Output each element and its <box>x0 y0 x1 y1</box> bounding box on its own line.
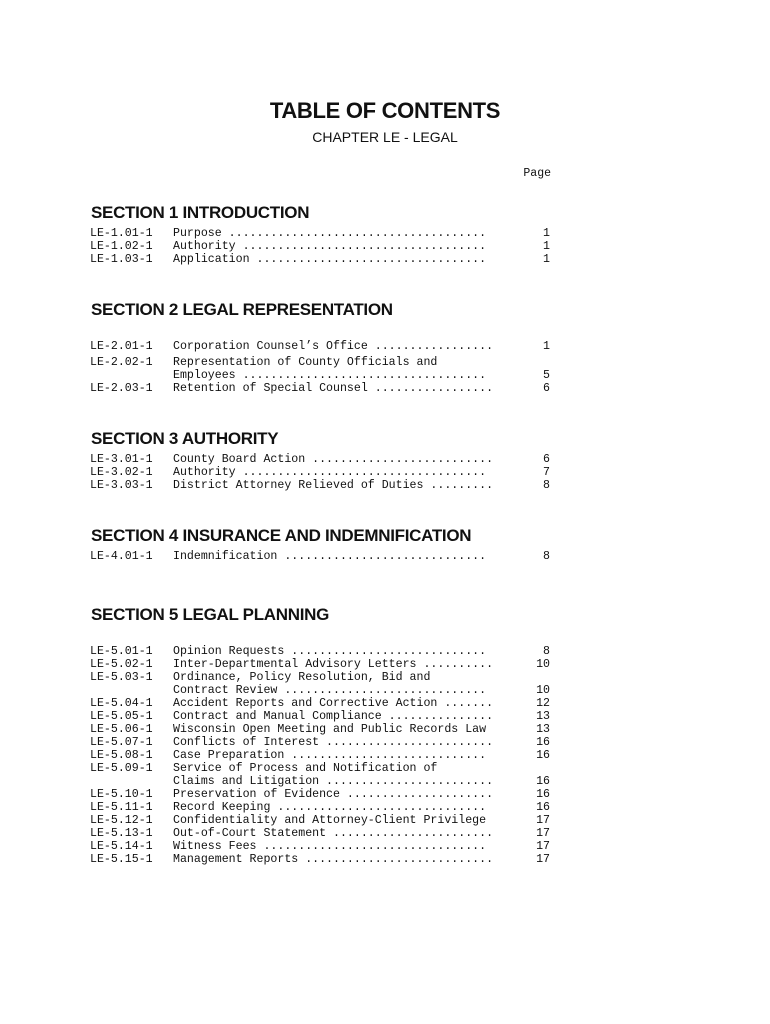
toc-entry <box>90 253 550 266</box>
entry-title: Preservation of Evidence ..................... <box>173 788 494 801</box>
toc-entry <box>90 658 550 671</box>
entry-title: Inter-Departmental Advisory Letters .......... <box>173 658 494 671</box>
toc-entry <box>90 466 550 479</box>
entry-code: LE-1.03-1 <box>90 253 153 266</box>
toc-entry <box>90 340 550 353</box>
entry-page-number: 16 <box>536 775 550 788</box>
entry-page-number: 16 <box>536 749 550 762</box>
entry-title: Service of Process and Notification of <box>173 762 438 775</box>
section-entries <box>90 227 550 266</box>
entry-title: District Attorney Relieved of Duties ......... <box>173 479 494 492</box>
entry-code: LE-5.13-1 <box>90 827 153 840</box>
entry-page-number: 5 <box>543 369 550 382</box>
entry-page-number: 17 <box>536 827 550 840</box>
entry-title: Employees ................................... <box>173 369 487 382</box>
entry-code: LE-1.02-1 <box>90 240 153 253</box>
chapter-subtitle: CHAPTER LE - LEGAL <box>312 129 458 145</box>
toc-entry <box>90 736 550 749</box>
section-heading: SECTION 2 LEGAL REPRESENTATION <box>91 300 393 319</box>
entry-title: Contract and Manual Compliance ............... <box>173 710 494 723</box>
entry-title: Representation of County Officials and <box>173 356 438 369</box>
section-entries <box>90 550 550 563</box>
entry-page-number: 1 <box>543 340 550 353</box>
entry-page-number: 16 <box>536 801 550 814</box>
toc-entry <box>90 697 550 710</box>
toc-entry <box>90 723 550 736</box>
entry-title: Witness Fees ................................ <box>173 840 487 853</box>
toc-entry <box>90 749 550 762</box>
entry-page-number: 13 <box>536 710 550 723</box>
section-heading: SECTION 5 LEGAL PLANNING <box>91 605 330 624</box>
section-heading: SECTION 4 INSURANCE AND INDEMNIFICATION <box>91 526 472 545</box>
toc-entry <box>90 240 550 253</box>
entry-title: Confidentiality and Attorney-Client Privilege <box>173 814 487 827</box>
section-heading: SECTION 1 INTRODUCTION <box>91 203 310 222</box>
entry-code: LE-3.01-1 <box>90 453 153 466</box>
entry-page-number: 6 <box>543 382 550 395</box>
entry-code: LE-5.14-1 <box>90 840 153 853</box>
entry-page-number: 6 <box>543 453 550 466</box>
toc-entry <box>90 814 550 827</box>
entry-code: LE-5.08-1 <box>90 749 153 762</box>
page-title: TABLE OF CONTENTS <box>269 98 501 123</box>
entry-code: LE-3.03-1 <box>90 479 153 492</box>
entry-code: LE-2.01-1 <box>90 340 153 353</box>
entry-code: LE-5.09-1 <box>90 762 153 775</box>
toc-entry <box>90 645 550 658</box>
entry-code: LE-5.05-1 <box>90 710 153 723</box>
entry-code: LE-5.10-1 <box>90 788 153 801</box>
toc-entry <box>90 356 550 369</box>
entry-title: Opinion Requests ............................ <box>173 645 487 658</box>
entry-title: Ordinance, Policy Resolution, Bid and <box>173 671 431 684</box>
toc-entry <box>90 827 550 840</box>
entry-page-number: 1 <box>543 253 550 266</box>
toc-entry <box>90 479 550 492</box>
entry-code: LE-2.02-1 <box>90 356 153 369</box>
entry-code: LE-5.11-1 <box>90 801 153 814</box>
entry-title: Management Reports ........................... <box>173 853 494 866</box>
entry-page-number: 17 <box>536 853 550 866</box>
entry-title: Authority ................................... <box>173 466 487 479</box>
section-entries <box>90 453 550 492</box>
toc-entry <box>90 840 550 853</box>
entry-title: Corporation Counsel’s Office ................. <box>173 340 494 353</box>
toc-entry <box>90 453 550 466</box>
entry-page-number: 13 <box>536 723 550 736</box>
section-heading: SECTION 3 AUTHORITY <box>91 429 279 448</box>
entry-code: LE-5.04-1 <box>90 697 153 710</box>
entry-code: LE-5.15-1 <box>90 853 153 866</box>
entry-page-number: 16 <box>536 788 550 801</box>
entry-code: LE-1.01-1 <box>90 227 153 240</box>
entry-title: Case Preparation ............................ <box>173 749 487 762</box>
entry-code: LE-2.03-1 <box>90 382 153 395</box>
entry-code: LE-5.03-1 <box>90 671 153 684</box>
toc-entry <box>90 801 550 814</box>
entry-title: Purpose ..................................... <box>173 227 487 240</box>
entry-code: LE-4.01-1 <box>90 550 153 563</box>
entry-code: LE-5.07-1 <box>90 736 153 749</box>
entry-page-number: 1 <box>543 227 550 240</box>
entry-code: LE-5.01-1 <box>90 645 153 658</box>
toc-entry <box>90 382 550 395</box>
entry-code: LE-5.02-1 <box>90 658 153 671</box>
entry-page-number: 8 <box>543 479 550 492</box>
toc-entry <box>90 775 550 788</box>
entry-page-number: 16 <box>536 736 550 749</box>
entry-title: Conflicts of Interest ........................ <box>173 736 494 749</box>
page-column-label: Page <box>523 167 551 180</box>
toc-entry <box>90 671 550 684</box>
entry-title: Application ................................. <box>173 253 487 266</box>
entry-title: Record Keeping .............................. <box>173 801 487 814</box>
toc-entry <box>90 550 550 563</box>
entry-title: Retention of Special Counsel ................. <box>173 382 494 395</box>
entry-title: Indemnification ............................. <box>173 550 487 563</box>
entry-page-number: 10 <box>536 684 550 697</box>
entry-page-number: 10 <box>536 658 550 671</box>
entry-title: Out-of-Court Statement ....................... <box>173 827 494 840</box>
entry-page-number: 7 <box>543 466 550 479</box>
entry-title: Wisconsin Open Meeting and Public Records Law <box>173 723 487 736</box>
entry-page-number: 17 <box>536 840 550 853</box>
toc-entry <box>90 853 550 866</box>
entry-title: Authority ................................... <box>173 240 487 253</box>
entry-page-number: 17 <box>536 814 550 827</box>
entry-code: LE-5.12-1 <box>90 814 153 827</box>
toc-entry <box>90 762 550 775</box>
section-entries <box>90 340 550 395</box>
entry-code: LE-3.02-1 <box>90 466 153 479</box>
section-entries <box>90 645 550 866</box>
entry-title: County Board Action .......................... <box>173 453 494 466</box>
toc-entry <box>90 369 550 382</box>
entry-page-number: 8 <box>543 550 550 563</box>
toc-entry <box>90 227 550 240</box>
entry-page-number: 1 <box>543 240 550 253</box>
entry-title: Accident Reports and Corrective Action ....... <box>173 697 494 710</box>
toc-entry <box>90 788 550 801</box>
entry-code: LE-5.06-1 <box>90 723 153 736</box>
toc-entry <box>90 684 550 697</box>
entry-title: Contract Review ............................. <box>173 684 487 697</box>
entry-page-number: 12 <box>536 697 550 710</box>
entry-page-number: 8 <box>543 645 550 658</box>
entry-title: Claims and Litigation ........................ <box>173 775 494 788</box>
toc-entry <box>90 710 550 723</box>
